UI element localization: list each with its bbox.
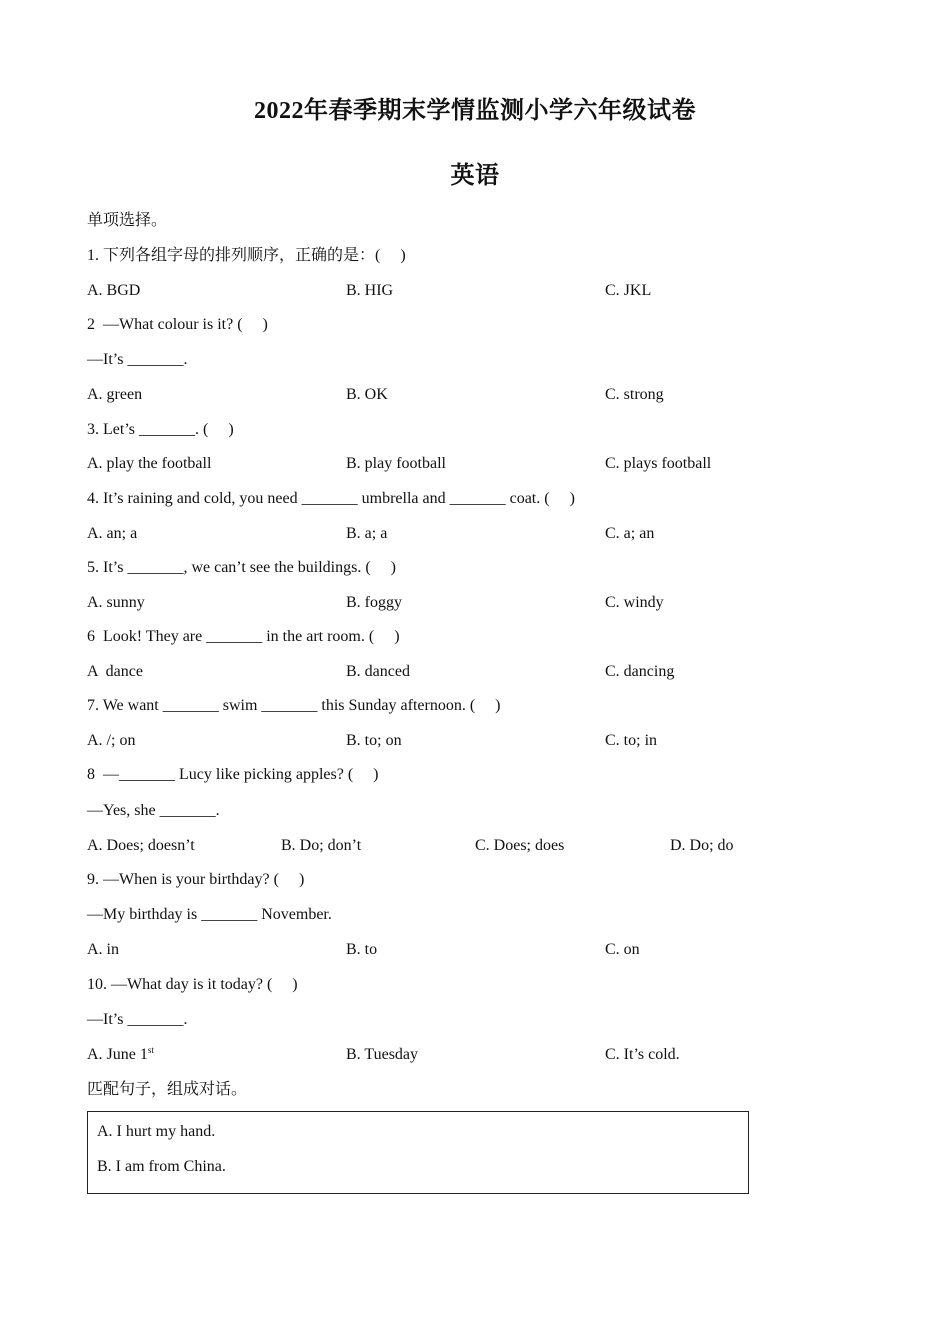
q10-option-a-superscript: st [147,1045,154,1055]
subject-title: 英语 [450,163,500,189]
q10-option-a [87,1045,154,1065]
q7-option-a: A. /; on [87,732,136,749]
q1-option-a: A. BGD [87,282,141,299]
q9-option-c: C. on [605,941,640,958]
q6-option-b: B. danced [346,663,410,680]
q4-option-c: C. a; an [605,525,655,542]
q6-option-c: C. dancing [605,663,675,680]
q5-option-b: B. foggy [346,594,402,611]
q8-option-d: D. Do; do [670,837,734,854]
q8-option-b: B. Do; don’t [281,837,362,854]
q9-option-b: B. to [346,941,378,958]
q1-option-c: C. JKL [605,282,652,299]
question-10-answer-line: —It’s _______. [87,1011,188,1028]
question-2: 2 —What colour is it? ( ) [87,316,268,333]
question-9-answer-line: —My birthday is _______ November. [87,906,332,923]
exam-title: 2022年春季期末学情监测小学六年级试卷 [254,98,696,124]
q2-option-c: C. strong [605,386,664,403]
q10-option-a-text: A. June 1 [87,1046,148,1063]
q5-option-c: C. windy [605,594,664,611]
question-9: 9. —When is your birthday? ( ) [87,871,305,888]
question-10: 10. —What day is it today? ( ) [87,976,298,993]
q4-option-a: A. an; a [87,525,138,542]
matching-item-a: A. I hurt my hand. [97,1123,216,1140]
question-7: 7. We want _______ swim _______ this Sunday afternoon. ( ) [87,697,501,714]
q10-option-b: B. Tuesday [346,1046,419,1063]
q3-option-a: A. play the football [87,455,212,472]
q2-option-b: B. OK [346,386,388,403]
question-8: 8 —_______ Lucy like picking apples? ( ) [87,766,379,783]
section-heading-single-choice: 单项选择。 [87,212,168,229]
q8-option-c: C. Does; does [475,837,565,854]
question-3: 3. Let’s _______. ( ) [87,421,234,438]
q6-option-a: A dance [87,663,143,680]
q8-option-a: A. Does; doesn’t [87,837,195,854]
question-8-answer-line: —Yes, she _______. [87,802,220,819]
section-heading-matching: 匹配句子，组成对话。 [87,1081,248,1098]
q3-option-c: C. plays football [605,455,712,472]
question-4: 4. It’s raining and cold, you need _______ umbrella and _______ coat. ( ) [87,490,575,507]
question-6: 6 Look! They are _______ in the art room. ( ) [87,628,400,645]
q10-option-c: C. It’s cold. [605,1046,680,1063]
q1-option-b: B. HIG [346,282,394,299]
matching-box [87,1111,749,1194]
matching-item-b: B. I am from China. [97,1158,226,1175]
question-1: 1. 下列各组字母的排列顺序，正确的是：( ) [87,247,406,264]
question-5: 5. It’s _______, we can’t see the buildings. ( ) [87,559,396,576]
q2-option-a: A. green [87,386,143,403]
q4-option-b: B. a; a [346,525,388,542]
question-2-answer-line: —It’s _______. [87,351,188,368]
q7-option-b: B. to; on [346,732,402,749]
q3-option-b: B. play football [346,455,446,472]
q9-option-a: A. in [87,941,119,958]
q7-option-c: C. to; in [605,732,658,749]
q5-option-a: A. sunny [87,594,145,611]
